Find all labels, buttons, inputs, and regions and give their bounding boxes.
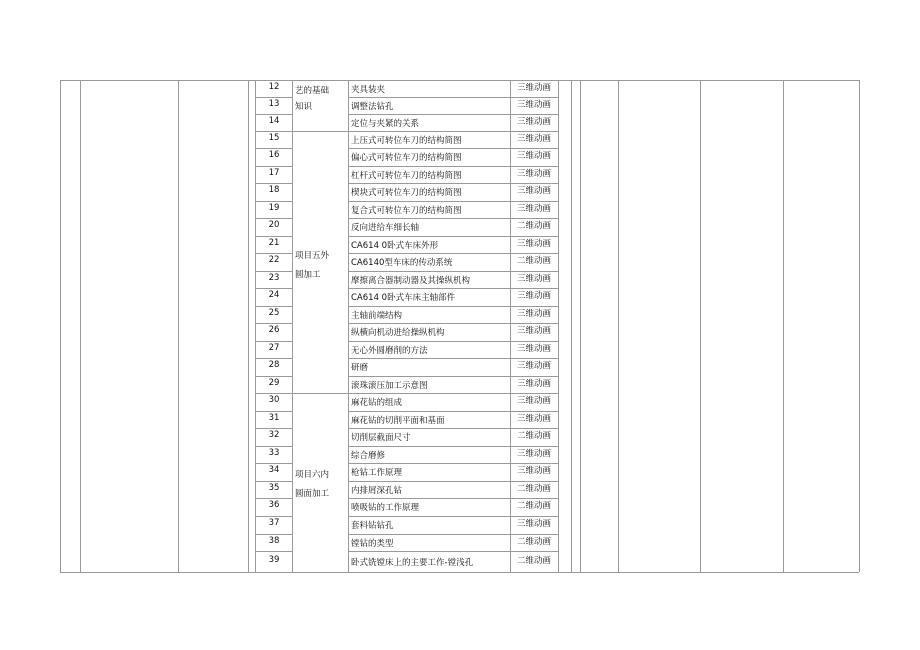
row-divider — [348, 148, 558, 149]
column-divider — [80, 80, 81, 572]
item-name: 纵横向机动进给操纵机构 — [351, 328, 445, 338]
row-divider — [255, 183, 292, 184]
column-divider — [783, 80, 784, 572]
media-type: 三维动画 — [517, 151, 552, 161]
row-divider — [348, 463, 558, 464]
column-divider — [571, 80, 572, 572]
row-divider — [255, 306, 292, 307]
media-type: 三维动画 — [517, 169, 552, 179]
row-divider — [255, 341, 292, 342]
row-divider — [255, 463, 292, 464]
row-number: 22 — [268, 255, 280, 265]
row-divider — [255, 166, 292, 167]
column-divider — [859, 80, 860, 572]
media-type: 三维动画 — [517, 379, 552, 389]
row-divider — [348, 393, 558, 394]
media-type: 二维动画 — [517, 221, 552, 231]
media-type: 三维动画 — [517, 117, 552, 127]
item-name: 套料钻钻孔 — [351, 521, 394, 531]
row-divider — [255, 411, 292, 412]
row-divider — [348, 183, 558, 184]
row-number: 29 — [268, 378, 280, 388]
group-label-line1: 项目六内 — [295, 470, 330, 480]
row-number: 37 — [268, 518, 280, 528]
row-number: 34 — [268, 465, 280, 475]
item-name: 研磨 — [351, 363, 369, 373]
row-number: 17 — [268, 168, 280, 178]
media-type: 二维动画 — [517, 537, 552, 547]
row-divider — [348, 534, 558, 535]
row-number: 18 — [268, 185, 280, 195]
row-divider — [348, 218, 558, 219]
row-divider — [255, 481, 292, 482]
column-divider — [558, 80, 559, 572]
item-name: 摩擦离合器制动器及其操纵机构 — [351, 276, 471, 286]
row-number: 24 — [268, 290, 280, 300]
media-type: 三维动画 — [517, 449, 552, 459]
row-divider — [255, 393, 292, 394]
row-divider — [255, 271, 292, 272]
row-divider — [255, 498, 292, 499]
row-number: 31 — [268, 413, 280, 423]
media-type: 三维动画 — [517, 344, 552, 354]
row-divider — [255, 114, 292, 115]
media-type: 三维动画 — [517, 186, 552, 196]
row-divider — [348, 97, 558, 98]
row-divider — [348, 446, 558, 447]
row-number: 30 — [268, 395, 280, 405]
media-type: 二维动画 — [517, 501, 552, 511]
row-divider — [348, 253, 558, 254]
row-number: 16 — [268, 150, 280, 160]
row-divider — [348, 498, 558, 499]
item-name: 枪钻工作原理 — [351, 468, 403, 478]
item-name: 切削层截面尺寸 — [351, 433, 411, 443]
media-type: 三维动画 — [517, 466, 552, 476]
row-divider — [255, 358, 292, 359]
group-label-line2: 圆面加工 — [295, 489, 330, 499]
group-divider — [292, 393, 348, 394]
item-name: 楔块式可转位车刀的结构简图 — [351, 188, 462, 198]
row-number: 23 — [268, 273, 280, 283]
row-divider — [255, 253, 292, 254]
row-number: 33 — [268, 448, 280, 458]
item-name: CA6140型车床的传动系统 — [351, 258, 453, 268]
row-number: 21 — [268, 238, 280, 248]
media-type: 三维动画 — [517, 239, 552, 249]
column-divider — [60, 80, 61, 572]
item-name: 镗钻的类型 — [351, 539, 394, 549]
row-number: 39 — [268, 555, 280, 565]
media-type: 三维动画 — [517, 100, 552, 110]
media-type: 二维动画 — [517, 256, 552, 266]
row-divider — [348, 236, 558, 237]
column-divider — [178, 80, 179, 572]
column-divider — [248, 80, 249, 572]
item-name: 无心外圆磨削的方法 — [351, 346, 428, 356]
row-divider — [255, 288, 292, 289]
row-number: 28 — [268, 360, 280, 370]
row-divider — [348, 376, 558, 377]
row-divider — [255, 201, 292, 202]
table-border-top — [60, 80, 859, 81]
row-divider — [255, 323, 292, 324]
row-divider — [348, 201, 558, 202]
row-number: 13 — [268, 99, 280, 109]
item-name: 夹具装夹 — [351, 85, 386, 95]
row-divider — [348, 114, 558, 115]
item-name: 主轴前端结构 — [351, 311, 403, 321]
item-name: CA614 0卧式车床外形 — [351, 241, 439, 251]
media-type: 三维动画 — [517, 361, 552, 371]
media-type: 三维动画 — [517, 396, 552, 406]
media-type: 三维动画 — [517, 326, 552, 336]
group-label-line1: 艺的基础 — [295, 86, 330, 96]
row-number: 15 — [268, 133, 280, 143]
item-name: 定位与夹紧的关系 — [351, 119, 420, 129]
item-name: CA614 0卧式车床主轴部件 — [351, 293, 456, 303]
item-name: 偏心式可转位车刀的结构简图 — [351, 153, 462, 163]
row-divider — [348, 411, 558, 412]
media-type: 二维动画 — [517, 484, 552, 494]
column-divider — [580, 80, 581, 572]
row-number: 12 — [268, 82, 280, 92]
row-divider — [348, 131, 558, 132]
media-type: 三维动画 — [517, 204, 552, 214]
row-divider — [255, 97, 292, 98]
item-name: 复合式可转位车刀的结构简图 — [351, 206, 462, 216]
row-number: 20 — [268, 220, 280, 230]
media-type: 三维动画 — [517, 519, 552, 529]
item-name: 上压式可转位车刀的结构简图 — [351, 136, 462, 146]
item-name: 反向进给车细长轴 — [351, 223, 420, 233]
row-divider — [348, 516, 558, 517]
row-divider — [255, 218, 292, 219]
row-divider — [255, 148, 292, 149]
item-name: 滚珠滚压加工示意图 — [351, 381, 428, 391]
row-number: 19 — [268, 203, 280, 213]
media-type: 三维动画 — [517, 83, 552, 93]
item-name: 内排屑深孔钻 — [351, 486, 403, 496]
row-divider — [255, 446, 292, 447]
row-divider — [348, 323, 558, 324]
column-divider — [700, 80, 701, 572]
item-name: 调整法钻孔 — [351, 102, 394, 112]
row-number: 14 — [268, 116, 280, 126]
item-name: 喷吸钻的工作原理 — [351, 503, 420, 513]
group-label-line1: 项目五外 — [295, 251, 330, 261]
row-divider — [348, 481, 558, 482]
table-border-bottom — [60, 572, 859, 573]
media-type: 三维动画 — [517, 291, 552, 301]
row-divider — [255, 236, 292, 237]
row-divider — [255, 428, 292, 429]
row-divider — [348, 271, 558, 272]
row-number: 38 — [268, 536, 280, 546]
row-divider — [348, 341, 558, 342]
row-number: 25 — [268, 308, 280, 318]
row-divider — [348, 428, 558, 429]
row-divider — [255, 551, 292, 552]
group-label-line2: 知识 — [295, 102, 313, 112]
row-divider — [348, 288, 558, 289]
item-name: 杠杆式可转位车刀的结构简图 — [351, 171, 462, 181]
media-type: 二维动画 — [517, 431, 552, 441]
item-name: 综合磨修 — [351, 451, 386, 461]
media-type: 三维动画 — [517, 414, 552, 424]
group-label-line2: 圆加工 — [295, 270, 321, 280]
item-name: 麻花钻的组成 — [351, 398, 403, 408]
row-divider — [348, 306, 558, 307]
row-number: 35 — [268, 483, 280, 493]
item-name: 卧式铣镗床上的主要工作-镗浅孔 — [351, 558, 474, 568]
item-name: 麻花钻的切削平面和基面 — [351, 416, 445, 426]
row-number: 32 — [268, 430, 280, 440]
row-number: 27 — [268, 343, 280, 353]
media-type: 三维动画 — [517, 274, 552, 284]
column-divider — [618, 80, 619, 572]
media-type: 三维动画 — [517, 134, 552, 144]
row-divider — [348, 551, 558, 552]
group-divider — [292, 131, 348, 132]
row-divider — [255, 534, 292, 535]
row-divider — [348, 358, 558, 359]
media-type: 三维动画 — [517, 309, 552, 319]
row-divider — [255, 516, 292, 517]
row-divider — [255, 376, 292, 377]
row-divider — [348, 166, 558, 167]
media-type: 二维动画 — [517, 556, 552, 566]
row-number: 36 — [268, 500, 280, 510]
row-number: 26 — [268, 325, 280, 335]
row-divider — [255, 131, 292, 132]
